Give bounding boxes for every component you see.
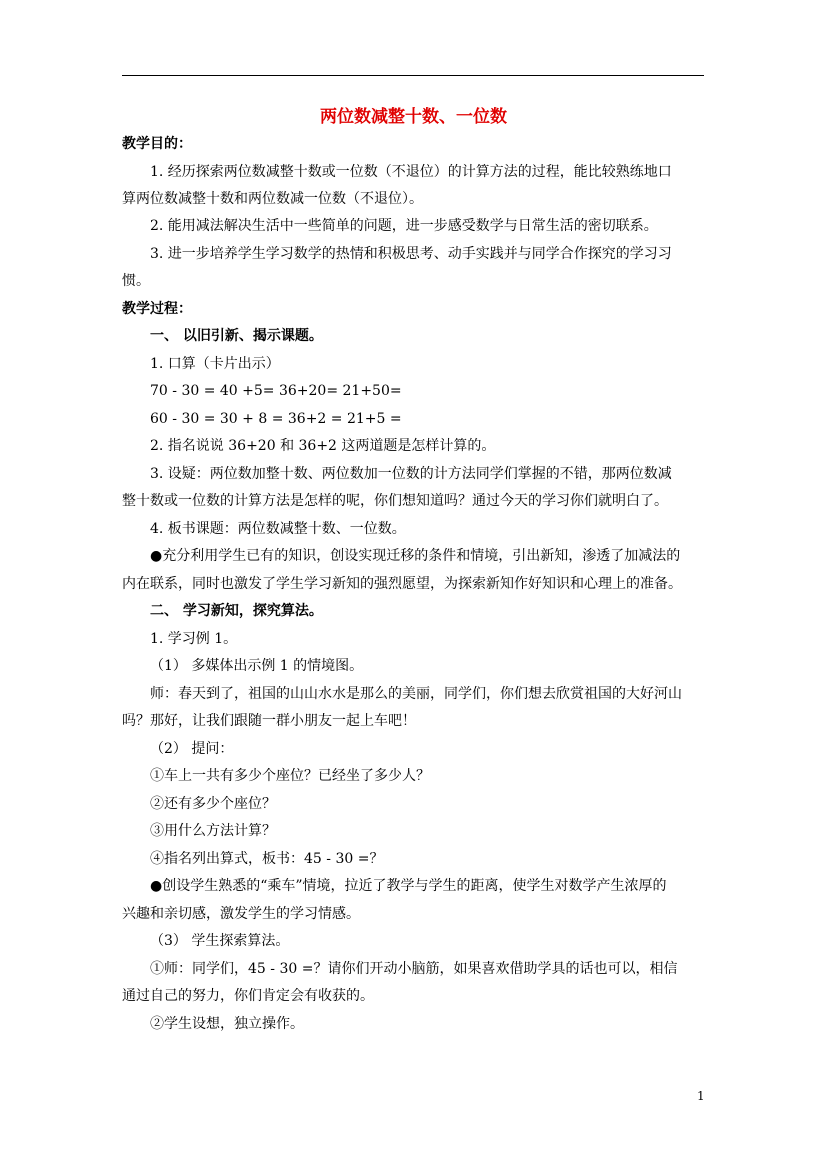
section-heading: 教学过程： [122, 301, 192, 317]
list-item: ④指名列出算式，板书：45 - 30 =？ [150, 851, 384, 867]
paragraph-line: 2. 能用减法解决生活中一些简单的问题，进一步感受数学与日常生活的密切联系。 [150, 218, 658, 234]
note-line: 兴趣和亲切感，激发学生的学习情感。 [122, 906, 360, 922]
section-heading: 教学目的： [122, 136, 192, 152]
list-item: ②学生设想，独立操作。 [150, 1016, 304, 1032]
paragraph-line: 1. 口算（卡片出示） [150, 356, 280, 372]
paragraph-line: 3. 设疑：两位数加整十数、两位数加一位数的计方法同学们掌握的不错，那两位数减 [150, 466, 672, 482]
paragraph-line: 70 - 30 = 40 +5= 36+20= 21+50= [150, 383, 402, 399]
paragraph-line: 整十数或一位数的计算方法是怎样的呢，你们想知道吗？通过今天的学习你们就明白了。 [122, 493, 668, 509]
list-item: ②还有多少个座位？ [150, 796, 276, 812]
document-title: 两位数减整十数、一位数 [320, 107, 507, 127]
paragraph-line: 吗？那好，让我们跟随一群小朋友一起上车吧！ [122, 713, 416, 729]
paragraph-line: 算两位数减整十数和两位数减一位数（不退位）。 [122, 191, 423, 207]
page-number: 1 [697, 1089, 705, 1103]
note-line: ●充分利用学生已有的知识，创设实现迁移的条件和情境，引出新知，渗透了加减法的 [150, 548, 681, 564]
paragraph-line: 通过自己的努力，你们肯定会有收获的。 [122, 988, 374, 1004]
paragraph-line: （3） 学生探索算法。 [150, 933, 290, 949]
subsection-heading: 二、 学习新知，探究算法。 [150, 603, 323, 619]
note-line: ●创设学生熟悉的“乘车”情境，拉近了教学与学生的距离，使学生对数学产生浓厚的 [150, 878, 667, 894]
paragraph-line: 4. 板书课题：两位数减整十数、一位数。 [150, 521, 406, 537]
subsection-heading: 一、 以旧引新、揭示课题。 [150, 328, 323, 344]
paragraph-line: 3. 进一步培养学生学习数学的热情和积极思考、动手实践并与同学合作探究的学习习 [150, 246, 672, 262]
paragraph-line: （1） 多媒体出示例 1 的情境图。 [150, 658, 364, 674]
paragraph-line: 2. 指名说说 36+20 和 36+2 这两道题是怎样计算的。 [150, 438, 496, 454]
paragraph-line: 惯。 [122, 273, 150, 289]
list-item: ①师：同学们，45 - 30 =？请你们开动小脑筋，如果喜欢借助学具的话也可以，相信 [150, 961, 678, 977]
paragraph-line: （2） 提问： [150, 741, 234, 757]
note-line: 内在联系，同时也激发了学生学习新知的强烈愿望，为探索新知作好知识和心理上的准备。 [122, 576, 682, 592]
paragraph-line: 60 - 30 = 30 + 8 = 36+2 = 21+5 = [150, 411, 402, 427]
list-item: ③用什么方法计算？ [150, 823, 276, 839]
list-item: ①车上一共有多少个座位？已经坐了多少人？ [150, 768, 430, 784]
paragraph-line: 1. 经历探索两位数减整十数或一位数（不退位）的计算方法的过程，能比较熟练地口 [150, 164, 672, 180]
header-rule [122, 75, 704, 76]
paragraph-line: 1. 学习例 1。 [150, 631, 238, 647]
paragraph-line: 师：春天到了，祖国的山山水水是那么的美丽，同学们，你们想去欣赏祖国的大好河山 [150, 686, 682, 702]
